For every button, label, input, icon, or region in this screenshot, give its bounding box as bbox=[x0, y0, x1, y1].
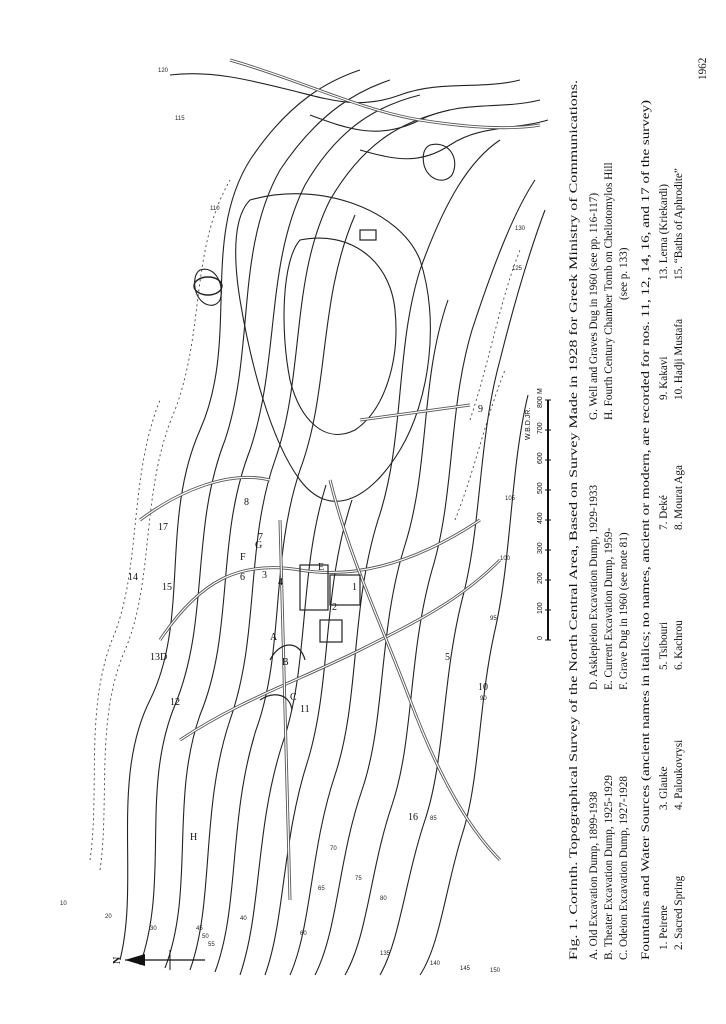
contour-line bbox=[165, 95, 420, 968]
elevation-label: 125 bbox=[512, 266, 523, 272]
scale-tick-label: 800 bbox=[537, 396, 544, 408]
elevation-label: 60 bbox=[300, 931, 307, 937]
marker-E: E bbox=[318, 562, 325, 573]
contour-line bbox=[284, 238, 396, 434]
elevation-label: 145 bbox=[460, 966, 471, 972]
elevation-label: 10 bbox=[60, 901, 67, 907]
contour-line bbox=[240, 485, 326, 975]
fountain-item: 5. Tsibouri bbox=[658, 621, 670, 670]
contour-line bbox=[345, 180, 535, 975]
map-area bbox=[60, 60, 551, 975]
contour-dotted bbox=[470, 250, 520, 420]
scale-bar bbox=[525, 388, 551, 640]
elevation-label: 110 bbox=[210, 206, 220, 212]
elevation-labels bbox=[60, 68, 526, 974]
elevation-label: 120 bbox=[158, 68, 169, 74]
elevation-label: 45 bbox=[196, 926, 203, 932]
road bbox=[230, 60, 540, 128]
elevation-label: 130 bbox=[515, 226, 526, 232]
fountain-item: 7. Deké bbox=[658, 495, 670, 530]
scale-tick-label: 200 bbox=[537, 572, 544, 584]
page-number: 1962 bbox=[697, 57, 709, 80]
fountain-item: 2. Sacred Spring bbox=[673, 875, 685, 950]
road bbox=[140, 477, 270, 520]
map-markers bbox=[128, 404, 488, 843]
scale-unit: M bbox=[537, 388, 544, 394]
oval-feature bbox=[194, 277, 222, 295]
marker-A: A bbox=[270, 632, 278, 643]
dump-item: F. Grave Dug in 1960 (see note 81) bbox=[618, 532, 630, 690]
elevation-label: 20 bbox=[105, 914, 112, 920]
fountain-item: 13. Lerna (Kriekardi) bbox=[658, 184, 670, 280]
elevation-label: 65 bbox=[318, 886, 325, 892]
dump-item: B. Theater Excavation Dump, 1925-1929 bbox=[603, 775, 615, 960]
caption bbox=[568, 80, 685, 960]
fountain-item: 3. Glauke bbox=[658, 766, 670, 810]
contour-line bbox=[423, 144, 455, 180]
dump-item: E. Current Excavation Dump, 1959- bbox=[603, 527, 615, 690]
fountains-heading: Fountains and Water Sources (ancient names in italics; no names, ancient or modern, are recorded for nos. 11, 12, 14, 16, and 17 of the survey) bbox=[640, 320, 652, 960]
fountain-item: 10. Hadji Mustafa bbox=[673, 318, 685, 400]
excavation-block bbox=[320, 620, 342, 642]
excavation-block bbox=[360, 230, 376, 240]
scale-tick-label: 500 bbox=[537, 482, 544, 494]
contour-line bbox=[236, 194, 431, 502]
fountain-item: 8. Mourat Aga bbox=[673, 465, 685, 530]
marker-10: 10 bbox=[478, 682, 488, 693]
marker-6: 6 bbox=[240, 572, 245, 583]
contour-dotted bbox=[90, 400, 160, 860]
elevation-label: 85 bbox=[430, 816, 437, 822]
marker-5: 5 bbox=[445, 652, 450, 663]
marker-D: D bbox=[160, 652, 168, 663]
scale-tick-label: 0 bbox=[537, 636, 544, 640]
marker-B: B bbox=[282, 657, 289, 668]
marker-13: 13 bbox=[150, 652, 160, 663]
marker-3: 3 bbox=[262, 570, 267, 581]
dump-item: C. Odeion Excavation Dump, 1927-1928 bbox=[618, 776, 630, 960]
marker-12: 12 bbox=[170, 697, 180, 708]
north-label: N bbox=[112, 956, 123, 964]
marker-2: 2 bbox=[332, 602, 337, 613]
marker-11: 11 bbox=[300, 704, 310, 715]
marker-9: 9 bbox=[478, 404, 483, 415]
scale-credit: W.B.D.JR. bbox=[525, 407, 532, 440]
elevation-label: 30 bbox=[150, 926, 157, 932]
scale-tick-label: 600 bbox=[537, 452, 544, 464]
elevation-label: 95 bbox=[490, 616, 497, 622]
dump-item: H. Fourth Century Chamber Tomb on Cheliotomylos Hill bbox=[603, 162, 615, 420]
contour-line bbox=[215, 215, 355, 972]
marker-G: G bbox=[255, 540, 263, 551]
fountain-item: 4. Paloukovrysi bbox=[673, 739, 685, 810]
marker-C: C bbox=[290, 692, 297, 703]
scale-tick-label: 100 bbox=[537, 602, 544, 614]
marker-15: 15 bbox=[162, 582, 172, 593]
elevation-label: 90 bbox=[480, 696, 487, 702]
dump-item: D. Asklepieion Excavation Dump, 1929-1933 bbox=[588, 484, 600, 690]
marker-4: 4 bbox=[278, 577, 283, 588]
contour-line bbox=[420, 395, 528, 975]
elevation-label: 115 bbox=[175, 116, 185, 122]
contour-line bbox=[195, 269, 222, 305]
elevation-label: 50 bbox=[202, 934, 209, 940]
scale-tick-label: 300 bbox=[537, 542, 544, 554]
elevation-label: 70 bbox=[330, 846, 337, 852]
elevation-label: 105 bbox=[505, 496, 516, 502]
contour-dotted bbox=[455, 370, 505, 520]
fountain-item: 15. “Baths of Aphrodite” bbox=[673, 168, 685, 280]
marker-14: 14 bbox=[128, 572, 138, 583]
contour-line bbox=[290, 140, 500, 975]
elevation-label: 55 bbox=[208, 942, 215, 948]
contour-line bbox=[140, 80, 390, 965]
elevation-label: 80 bbox=[380, 896, 387, 902]
marker-H: H bbox=[190, 832, 198, 843]
elevation-label: 150 bbox=[490, 968, 501, 974]
elevation-label: 100 bbox=[500, 556, 511, 562]
caption-title: Fig. 1. Corinth. Topographical Survey of the North Central Area, Based on Survey Made in 1928 for Greek Ministry of Communications. bbox=[568, 344, 580, 960]
dump-item: A. Old Excavation Dump, 1899-1938 bbox=[588, 791, 600, 960]
marker-F: F bbox=[240, 552, 246, 563]
marker-7: 7 bbox=[258, 532, 263, 543]
dump-item: (see p. 133) bbox=[618, 247, 630, 300]
elevation-label: 75 bbox=[355, 876, 362, 882]
scale-tick-label: 400 bbox=[537, 512, 544, 524]
marker-17: 17 bbox=[158, 522, 168, 533]
elevation-label: 40 bbox=[240, 916, 247, 922]
elevation-label: 135 bbox=[380, 951, 391, 957]
fountain-item: 9. Kakavi bbox=[658, 356, 670, 400]
marker-16: 16 bbox=[408, 812, 418, 823]
marker-8: 8 bbox=[244, 497, 249, 508]
scale-tick-label: 700 bbox=[537, 422, 544, 434]
fountain-item: 1. Peirene bbox=[658, 905, 670, 950]
marker-1: 1 bbox=[352, 582, 357, 593]
fountain-item: 6. Kachrou bbox=[673, 620, 685, 670]
dump-item: G. Well and Graves Dug in 1960 (see pp. 116-117) bbox=[588, 192, 600, 420]
elevation-label: 140 bbox=[430, 961, 441, 967]
